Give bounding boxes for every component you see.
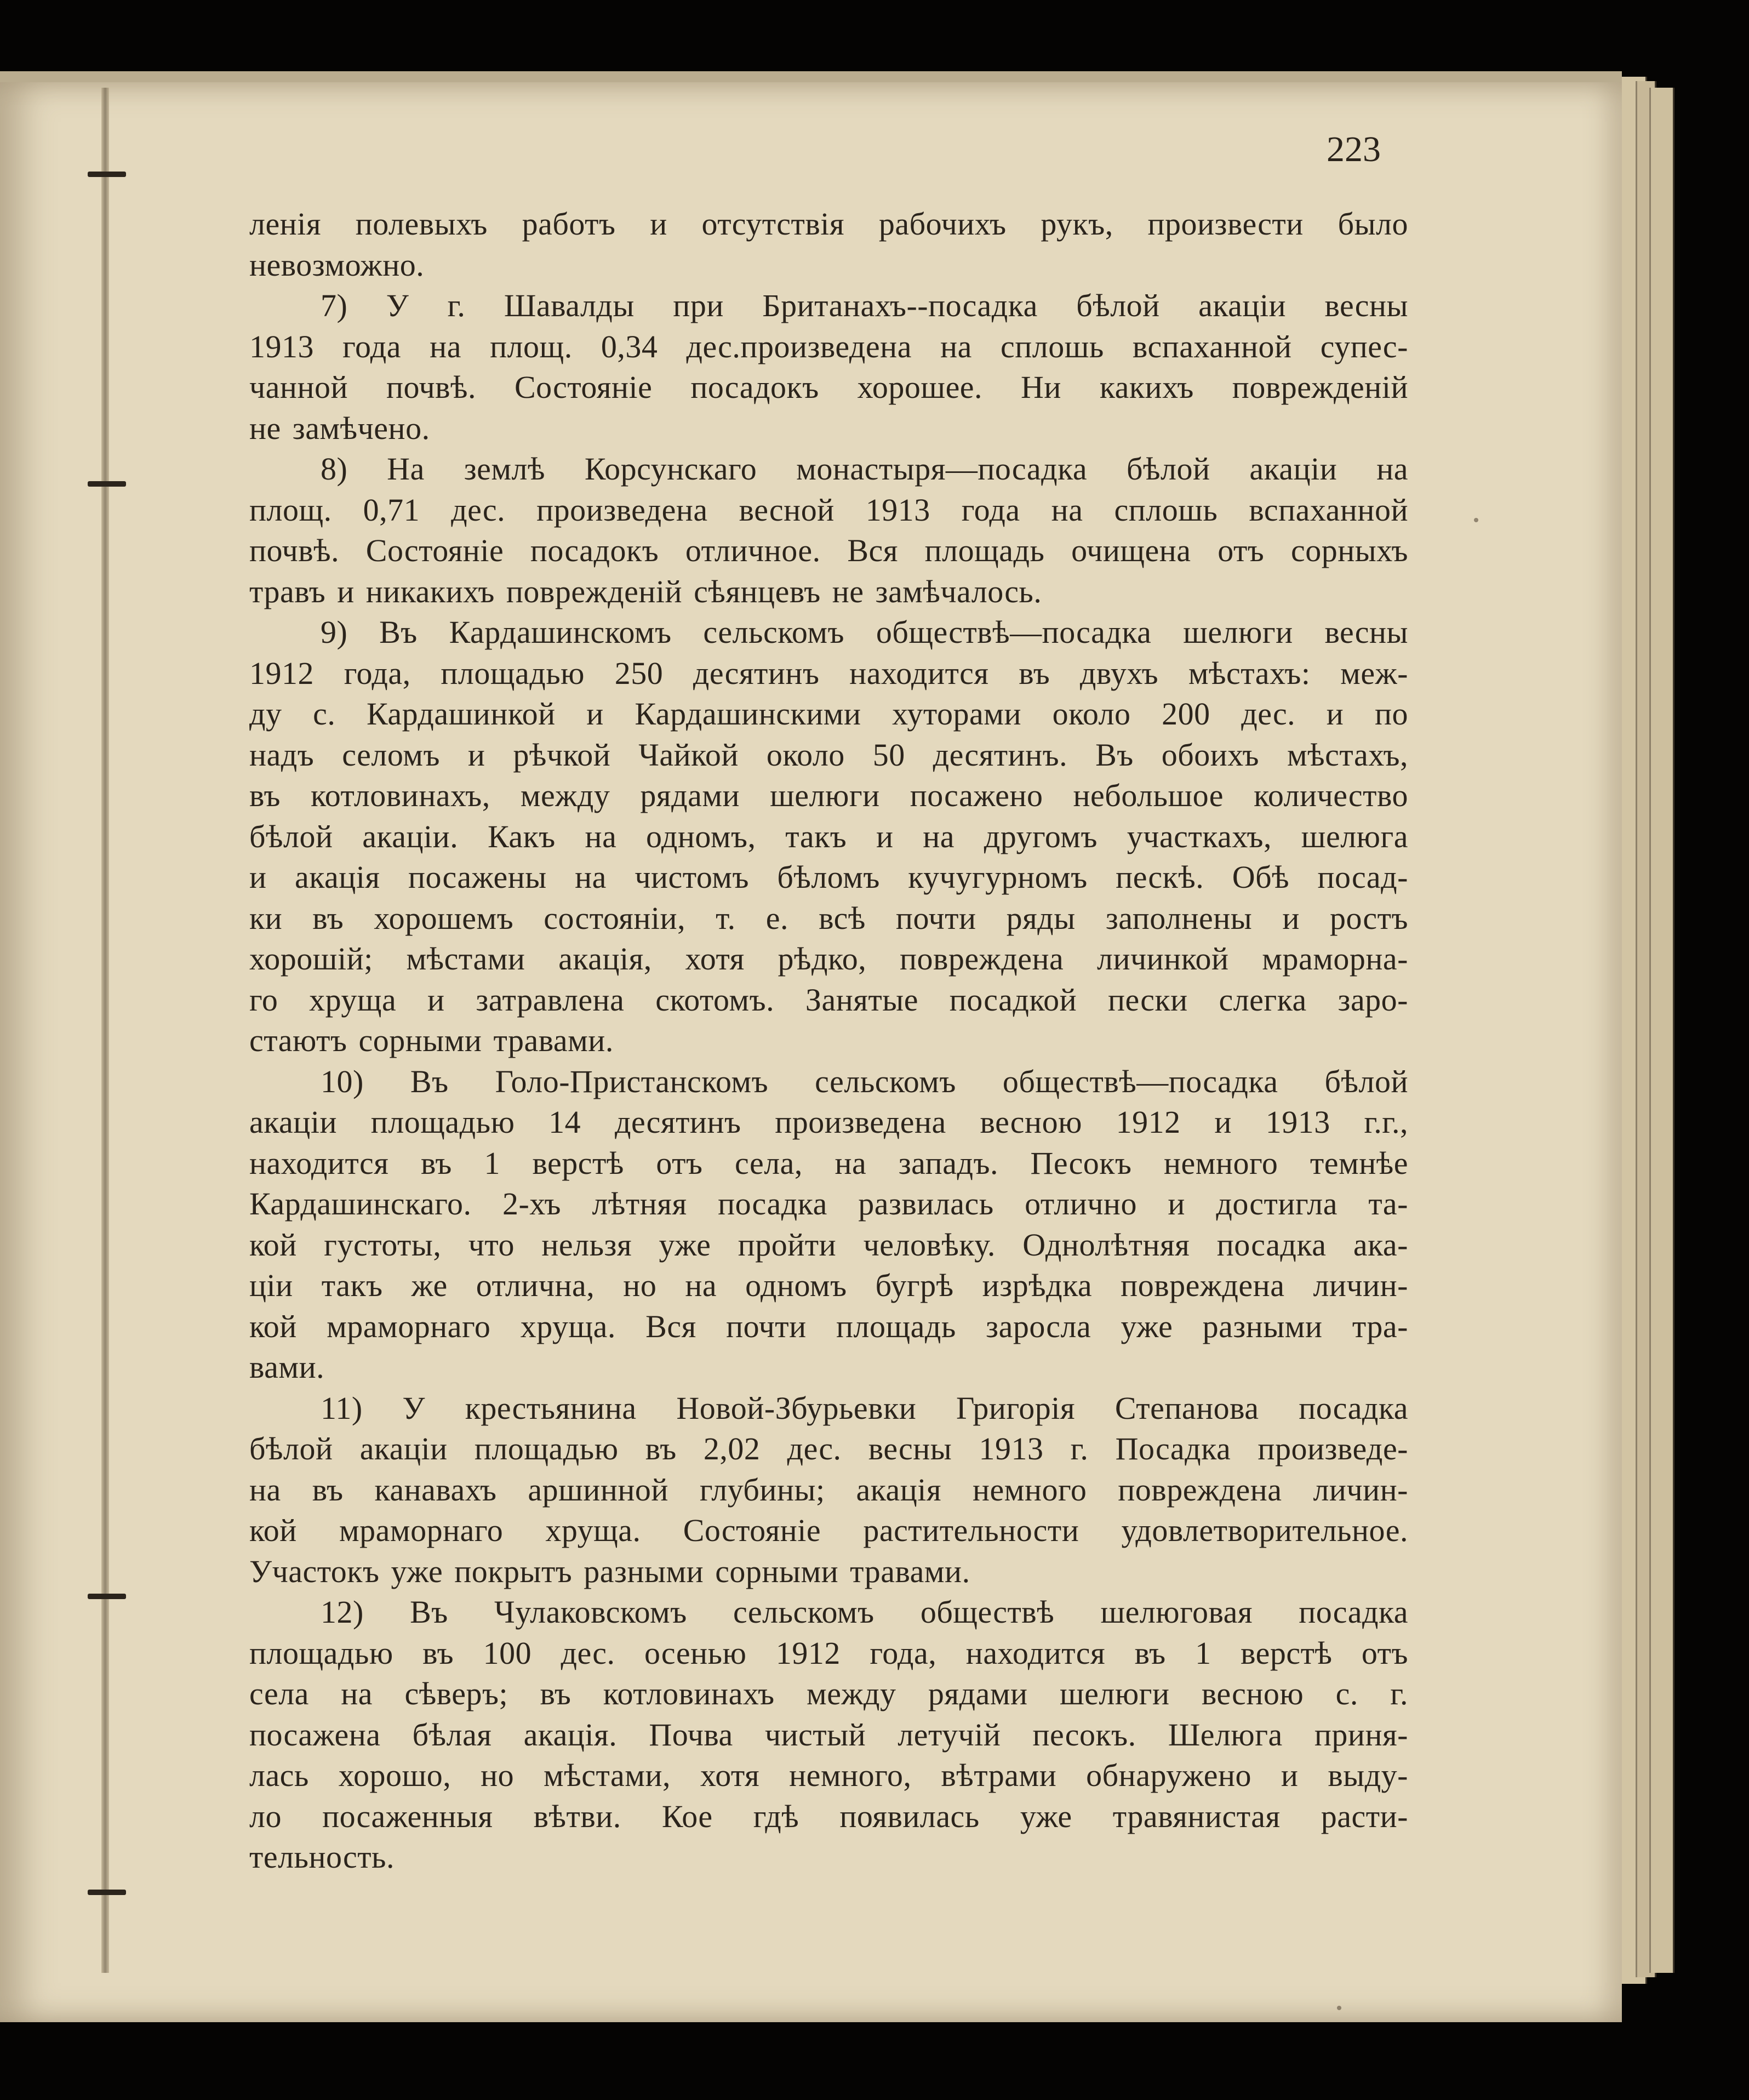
text-line: 1913 года на площ. 0,34 дес.произведена на сплошь вспаханной супес- [249,328,1408,364]
text-line: бѣлой акаціи. Какъ на одномъ, такъ и на другомъ участкахъ, шелюга [249,818,1408,854]
paper-speck [1337,2006,1341,2010]
text-line: ки въ хорошемъ состояніи, т. е. всѣ почти ряды заполнены и ростъ [249,900,1408,936]
text-line: 10) Въ Голо-Пристанскомъ сельскомъ обществѣ—посадка бѣлой [321,1063,1408,1099]
text-line: площадью въ 100 дес. осенью 1912 года, находится въ 1 верстѣ отъ [249,1635,1408,1671]
text-line: Участокъ уже покрытъ разными сорными травами. [249,1553,970,1589]
text-line: кой мраморнаго хруща. Состояніе растительности удовлетворительное. [249,1513,1408,1548]
text-line: хорошій; мѣстами акація, хотя рѣдко, повреждена личинкой мраморна- [249,941,1408,977]
text-line: кой мраморнаго хруща. Вся почти площадь заросла уже разными тра- [249,1308,1408,1344]
text-line: лась хорошо, но мѣстами, хотя немного, вѣтрами обнаружено и выду- [249,1757,1408,1793]
text-line: чанной почвѣ. Состояніе посадокъ хорошее. Ни какихъ поврежденій [249,369,1408,405]
text-line: го хруща и затравлена скотомъ. Занятые посадкой пески слегка зaро- [249,981,1408,1018]
binding-staple [82,1885,132,1899]
binding-staple [82,477,132,491]
text-line: на въ канавахъ аршинной глубины; акація немного повреждена личин- [249,1471,1408,1508]
text-line: 1912 года, площадью 250 десятинъ находится въ двухъ мѣстахъ: меж- [249,655,1408,691]
text-line: акаціи площадью 14 десятинъ произведена весною 1912 и 1913 г.г., [249,1104,1408,1140]
text-line: бѣлой акаціи площадью въ 2,02 дес. весны 1913 г. Посадка произведе- [249,1431,1408,1466]
text-line: посажена бѣлая акація. Почва чистый летучій песокъ. Шелюга приня- [249,1716,1408,1753]
text-line: кой густоты, что нельзя уже пройти человѣку. Однолѣтняя посадка ака- [249,1226,1408,1263]
text-line: не замѣчено. [249,410,430,446]
text-line: 8) На землѣ Корсунскаго монастыря—посадка бѣлой акаціи на [321,451,1408,487]
binding-staple [82,1589,132,1603]
text-line: ду с. Кардашинкой и Кардашинскими хуторами около 200 дес. и по [249,696,1408,732]
text-line: 9) Въ Кардашинскомъ сельскомъ обществѣ—посадка шелюги весны [321,614,1408,650]
text-line: и акація посажены на чистомъ бѣломъ кучугурномъ пескѣ. Обѣ посад- [249,859,1408,895]
page-number: 223 [1327,129,1381,169]
binding-thread [101,88,109,1973]
binding-staple [82,167,132,181]
text-line: 11) У крестьянина Новой-Збурьевки Григорія Степанова посадка [321,1390,1408,1426]
text-line: невозможно. [249,247,425,283]
page-stack-edge [1649,88,1674,1973]
text-line: площ. 0,71 дес. произведена весной 1913 года на сплошь вспаханной [249,492,1408,528]
text-line: почвѣ. Состояніе посадокъ отличное. Вся площадь очищена отъ сорныхъ [249,533,1408,568]
text-line: Кардашинскаго. 2-хъ лѣтняя посадка развилась отлично и достигла та- [249,1186,1408,1222]
text-line: стаютъ сорными травами. [249,1023,614,1058]
text-line: вами. [249,1349,325,1385]
paper-speck [1474,518,1478,522]
text-line: села на сѣверъ; въ котловинахъ между рядами шелюги весною с. г. [249,1676,1408,1711]
text-line: находится въ 1 верстѣ отъ села, на западъ. Песокъ немного темнѣе [249,1145,1408,1181]
text-line: ціи такъ же отлична, но на одномъ бугрѣ изрѣдка повреждена личин- [249,1268,1408,1303]
text-line: ленія полевыхъ работъ и отсутствія рабочихъ рукъ, произвести было [249,206,1408,242]
text-line: въ котловинахъ, между рядами шелюги посажено небольшое количество [249,778,1408,813]
text-line: 7) У г. Шавалды при Британахъ--посадка бѣлой акаціи весны [321,288,1408,323]
text-line: надъ селомъ и рѣчкой Чайкой около 50 десятинъ. Въ обоихъ мѣстахъ, [249,737,1408,773]
text-line: 12) Въ Чулаковскомъ сельскомъ обществѣ шелюговая посадка [321,1594,1408,1630]
body-text [249,204,1408,1878]
text-line: травъ и никакихъ поврежденій сѣянцевъ не замѣчалось. [249,573,1042,609]
text-line: ло посаженныя вѣтви. Кое гдѣ появилась уже травянистая расти- [249,1798,1408,1834]
text-line: тельность. [249,1839,395,1875]
